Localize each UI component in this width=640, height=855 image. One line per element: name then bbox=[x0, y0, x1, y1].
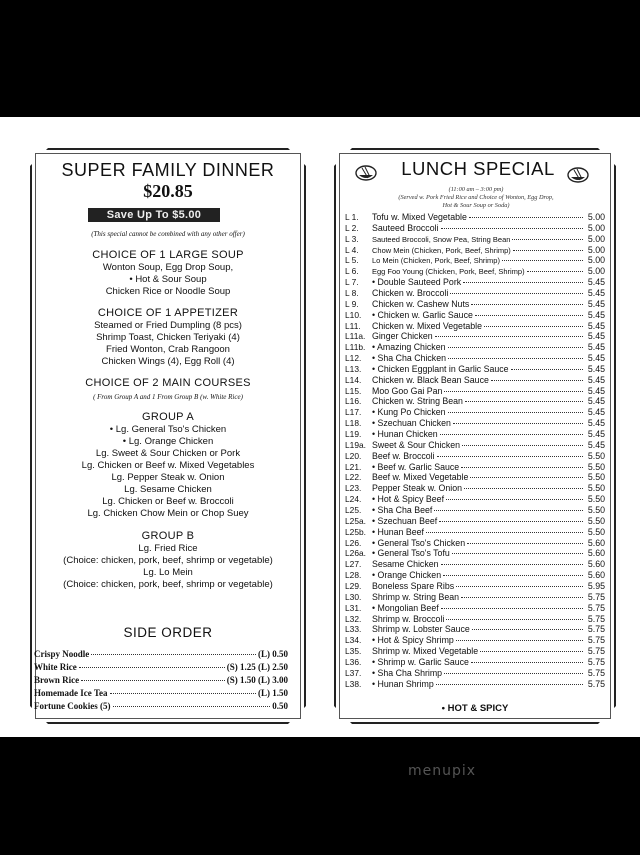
lunch-item-row bbox=[345, 592, 605, 602]
lunch-item-row bbox=[345, 570, 605, 580]
lunch-item-name: Sesame Chicken bbox=[372, 559, 439, 570]
lunch-item-name: • Chicken Eggplant in Garlic Sauce bbox=[372, 363, 509, 374]
leader-dots bbox=[527, 271, 583, 272]
lunch-item-name: Sauteed Broccoli bbox=[372, 222, 439, 233]
appetizer-line: Steamed or Fried Dumpling (8 pcs) bbox=[94, 320, 242, 331]
lunch-item-price: 5.75 bbox=[587, 624, 605, 635]
lunch-item-name: • Shrimp w. Garlic Sauce bbox=[372, 656, 469, 667]
side-order-item bbox=[34, 688, 288, 698]
lunch-item-price: 5.60 bbox=[587, 548, 605, 559]
lunch-item-price: 5.95 bbox=[587, 580, 605, 591]
lunch-item-price: 5.75 bbox=[587, 646, 605, 656]
lunch-item-code: L14. bbox=[345, 374, 362, 385]
leader-dots bbox=[435, 336, 583, 337]
appetizer-line: Fried Wonton, Crab Rangoon bbox=[106, 344, 230, 355]
leader-dots bbox=[436, 684, 583, 685]
lunch-hours-note: (11:00 am – 3:00 pm) bbox=[448, 186, 504, 193]
lunch-item-row bbox=[345, 234, 605, 244]
lunch-item-price: 5.45 bbox=[587, 320, 605, 331]
side-item-price: (L) 0.50 bbox=[258, 649, 288, 659]
leader-dots bbox=[471, 304, 583, 305]
lunch-item-name: Chicken w. Mixed Vegetable bbox=[372, 320, 483, 331]
lunch-item-name: • Mongolian Beef bbox=[372, 602, 439, 613]
lunch-item-name: • Hunan Chicken bbox=[372, 429, 438, 439]
lunch-item-code: L36. bbox=[345, 656, 362, 667]
soup-heading: CHOICE OF 1 LARGE SOUP bbox=[92, 249, 244, 261]
lunch-item-name: • Hot & Spicy Shrimp bbox=[372, 635, 454, 646]
group-a-line: Lg. Chicken or Beef w. Broccoli bbox=[102, 496, 234, 507]
lunch-item-name: Chicken w. Black Bean Sauce bbox=[372, 374, 489, 385]
group-a-heading: GROUP A bbox=[141, 411, 195, 423]
lunch-item-code: L 4. bbox=[345, 244, 359, 255]
lunch-item-code: L 1. bbox=[345, 212, 359, 222]
lunch-item-name: Shrimp w. String Bean bbox=[372, 591, 460, 602]
lunch-item-price: 5.50 bbox=[587, 504, 605, 515]
lunch-item-row bbox=[345, 288, 605, 298]
lunch-item-price: 5.45 bbox=[587, 429, 605, 439]
lunch-item-price: 5.60 bbox=[587, 570, 605, 580]
lunch-item-name: Chicken w. Cashew Nuts bbox=[372, 298, 470, 309]
lunch-item-row bbox=[345, 624, 605, 634]
lunch-item-row bbox=[345, 527, 605, 537]
main-course-note: ( From Group A and 1 From Group B (w. White Rice) bbox=[93, 393, 243, 401]
leader-dots bbox=[480, 651, 583, 652]
lunch-item-code: L32. bbox=[345, 613, 362, 624]
lunch-item-price: 5.60 bbox=[587, 537, 605, 548]
leader-dots bbox=[463, 282, 583, 283]
lunch-item-row bbox=[345, 396, 605, 406]
lunch-item-row bbox=[345, 462, 605, 472]
group-a-line: Lg. Chicken Chow Mein or Chop Suey bbox=[87, 508, 249, 519]
lunch-item-price: 5.45 bbox=[587, 418, 605, 429]
lunch-item-row bbox=[345, 657, 605, 667]
soup-line: Chicken Rice or Noodle Soup bbox=[105, 286, 231, 297]
lunch-item-name: • Double Sauteed Pork bbox=[372, 277, 462, 288]
lunch-item-row bbox=[345, 299, 605, 309]
lunch-item-price: 5.75 bbox=[587, 656, 605, 667]
leader-dots bbox=[467, 543, 583, 544]
soup-line: Wonton Soup, Egg Drop Soup, bbox=[102, 262, 234, 273]
lunch-item-name: Chow Mein (Chicken, Pork, Beef, Shrimp) bbox=[372, 245, 511, 255]
appetizer-line: Chicken Wings (4), Egg Roll (4) bbox=[101, 356, 235, 367]
leader-dots bbox=[472, 629, 583, 630]
lunch-item-row bbox=[345, 364, 605, 374]
lunch-item-code: L25b. bbox=[345, 526, 366, 537]
lunch-soup-note: Hot & Sour Soup or Soda) bbox=[442, 202, 510, 209]
lunch-item-name: Egg Foo Young (Chicken, Pork, Beef, Shrimp) bbox=[372, 267, 525, 277]
lunch-item-name: Beef w. Broccoli bbox=[372, 450, 435, 461]
lunch-item-price: 5.45 bbox=[587, 407, 605, 418]
group-b-line: Lg. Lo Mein bbox=[143, 567, 193, 578]
lunch-item-row bbox=[345, 331, 605, 341]
lunch-item-name: • Sha Cha Shrimp bbox=[372, 667, 443, 678]
lunch-item-code: L11a. bbox=[345, 331, 366, 342]
leader-dots bbox=[456, 640, 583, 641]
lunch-item-code: L16. bbox=[345, 396, 362, 407]
leader-dots bbox=[81, 680, 225, 681]
lunch-item-row bbox=[345, 353, 605, 363]
group-a-line: Lg. Sesame Chicken bbox=[124, 484, 212, 495]
lunch-item-price: 5.00 bbox=[587, 255, 605, 266]
group-a-line: Lg. Chicken or Beef w. Mixed Vegetables bbox=[81, 460, 255, 471]
group-a-line: • Lg. Orange Chicken bbox=[122, 436, 214, 447]
leader-dots bbox=[453, 423, 583, 424]
lunch-item-name: Shrimp w. Broccoli bbox=[372, 613, 445, 624]
lunch-item-row bbox=[345, 548, 605, 558]
lunch-item-row bbox=[345, 559, 605, 569]
lunch-item-name: • Kung Po Chicken bbox=[372, 407, 446, 418]
side-item-name: Crispy Noodle bbox=[34, 649, 90, 659]
side-order-item bbox=[34, 662, 288, 672]
lunch-item-code: L29. bbox=[345, 580, 362, 591]
leader-dots bbox=[440, 434, 583, 435]
side-item-price: (L) 1.50 bbox=[258, 688, 288, 698]
lunch-item-name: Ginger Chicken bbox=[372, 331, 433, 342]
lunch-item-price: 5.45 bbox=[587, 385, 605, 396]
lunch-special-title: LUNCH SPECIAL bbox=[401, 158, 555, 179]
leader-dots bbox=[452, 553, 583, 554]
leader-dots bbox=[511, 369, 583, 370]
appetizer-heading: CHOICE OF 1 APPETIZER bbox=[97, 307, 239, 319]
lunch-item-row bbox=[345, 321, 605, 331]
lunch-item-code: L15. bbox=[345, 385, 362, 396]
hot-spicy-legend: • HOT & SPICY bbox=[441, 703, 509, 714]
lunch-item-name: • Sha Cha Chicken bbox=[372, 353, 446, 363]
leader-dots bbox=[513, 250, 583, 251]
lunch-item-name: • General Tso's Tofu bbox=[372, 548, 450, 559]
lunch-item-row bbox=[345, 679, 605, 689]
lunch-item-row bbox=[345, 646, 605, 656]
lunch-item-price: 5.50 bbox=[587, 494, 605, 505]
lunch-item-row bbox=[345, 472, 605, 482]
leader-dots bbox=[470, 477, 583, 478]
lunch-item-row bbox=[345, 516, 605, 526]
leader-dots bbox=[469, 217, 583, 218]
lunch-item-code: L12. bbox=[345, 353, 362, 363]
lunch-item-row bbox=[345, 635, 605, 645]
lunch-item-price: 5.00 bbox=[587, 233, 605, 244]
lunch-item-price: 5.45 bbox=[587, 353, 605, 363]
lunch-item-code: L28. bbox=[345, 570, 362, 580]
leader-dots bbox=[475, 315, 583, 316]
leader-dots bbox=[426, 532, 583, 533]
leader-dots bbox=[456, 586, 583, 587]
lunch-item-name: Chicken w. Broccoli bbox=[372, 287, 449, 298]
lunch-item-row bbox=[345, 668, 605, 678]
lunch-item-code: L19. bbox=[345, 429, 362, 439]
lunch-item-name: Sweet & Sour Chicken bbox=[372, 439, 461, 450]
lunch-item-price: 5.45 bbox=[587, 342, 605, 353]
lunch-item-price: 5.45 bbox=[587, 439, 605, 450]
leader-dots bbox=[471, 662, 583, 663]
lunch-item-code: L 9. bbox=[345, 298, 359, 309]
lunch-item-row bbox=[345, 223, 605, 233]
side-item-price: 0.50 bbox=[272, 701, 288, 711]
lunch-item-code: L26a. bbox=[345, 548, 366, 559]
lunch-item-code: L34. bbox=[345, 635, 362, 646]
lunch-item-price: 5.45 bbox=[587, 363, 605, 374]
lunch-item-row bbox=[345, 494, 605, 504]
bowl-icon bbox=[354, 164, 378, 184]
leader-dots bbox=[441, 608, 583, 609]
side-order-title: SIDE ORDER bbox=[123, 625, 213, 640]
savings-banner: Save Up To $5.00 bbox=[88, 208, 220, 222]
leader-dots bbox=[512, 239, 583, 240]
lunch-item-name: • Orange Chicken bbox=[372, 570, 442, 580]
lunch-item-price: 5.50 bbox=[587, 461, 605, 472]
lunch-item-row bbox=[345, 386, 605, 396]
lunch-item-price: 5.50 bbox=[587, 483, 605, 494]
lunch-item-row bbox=[345, 342, 605, 352]
leader-dots bbox=[446, 499, 583, 500]
lunch-item-name: Lo Mein (Chicken, Pork, Beef, Shrimp) bbox=[372, 256, 500, 266]
side-item-price: (S) 1.50 (L) 3.00 bbox=[226, 675, 288, 685]
lunch-item-row bbox=[345, 407, 605, 417]
lunch-item-price: 5.00 bbox=[587, 266, 605, 277]
lunch-item-code: L35. bbox=[345, 646, 362, 656]
lunch-item-code: L 8. bbox=[345, 287, 359, 298]
leader-dots bbox=[448, 347, 584, 348]
lunch-item-code: L13. bbox=[345, 363, 362, 374]
leader-dots bbox=[110, 693, 257, 694]
lunch-item-price: 5.00 bbox=[587, 222, 605, 233]
lunch-item-row bbox=[345, 310, 605, 320]
banner-note: (This special cannot be combined with any other offer) bbox=[91, 230, 245, 238]
lunch-item-name: Chicken w. String Bean bbox=[372, 396, 463, 407]
lunch-item-row bbox=[345, 581, 605, 591]
lunch-item-name: • Szechuan Beef bbox=[372, 515, 438, 526]
lunch-item-price: 5.50 bbox=[587, 450, 605, 461]
lunch-item-row bbox=[345, 451, 605, 461]
lunch-item-row bbox=[345, 212, 605, 222]
lunch-item-row bbox=[345, 505, 605, 515]
group-a-line: • Lg. General Tso's Chicken bbox=[109, 424, 227, 435]
leader-dots bbox=[448, 358, 583, 359]
lunch-item-name: • Beef w. Garlic Sauce bbox=[372, 461, 460, 472]
leader-dots bbox=[502, 260, 583, 261]
lunch-item-code: L11b. bbox=[345, 342, 366, 353]
leader-dots bbox=[484, 326, 583, 327]
lunch-item-name: • Szechuan Chicken bbox=[372, 418, 451, 429]
lunch-item-name: • Sha Cha Beef bbox=[372, 504, 433, 515]
side-item-name: Homemade Ice Tea bbox=[34, 688, 108, 698]
leader-dots bbox=[448, 412, 584, 413]
lunch-item-price: 5.45 bbox=[587, 309, 605, 320]
lunch-item-row bbox=[345, 266, 605, 276]
lunch-item-row bbox=[345, 277, 605, 287]
lunch-item-price: 5.50 bbox=[587, 515, 605, 526]
side-item-price: (S) 1.25 (L) 2.50 bbox=[226, 662, 288, 672]
lunch-item-row bbox=[345, 538, 605, 548]
group-b-line: Lg. Fried Rice bbox=[138, 543, 198, 554]
leader-dots bbox=[79, 667, 225, 668]
leader-dots bbox=[437, 456, 583, 457]
lunch-item-price: 5.45 bbox=[587, 298, 605, 309]
lunch-item-price: 5.00 bbox=[587, 244, 605, 255]
lunch-item-price: 5.75 bbox=[587, 602, 605, 613]
lunch-item-name: • Hunan Shrimp bbox=[372, 678, 434, 689]
leader-dots bbox=[465, 401, 583, 402]
lunch-item-code: L20. bbox=[345, 450, 362, 461]
appetizer-line: Shrimp Toast, Chicken Teriyaki (4) bbox=[96, 332, 240, 343]
leader-dots bbox=[444, 391, 583, 392]
lunch-item-name: Moo Goo Gai Pan bbox=[372, 385, 443, 396]
lunch-item-row bbox=[345, 603, 605, 613]
leader-dots bbox=[91, 654, 256, 655]
leader-dots bbox=[462, 445, 583, 446]
lunch-item-name: • Amazing Chicken bbox=[372, 342, 446, 353]
lunch-item-price: 5.75 bbox=[587, 667, 605, 678]
side-order-item bbox=[34, 649, 288, 659]
family-dinner-price: $20.85 bbox=[143, 181, 193, 201]
lunch-item-price: 5.75 bbox=[587, 635, 605, 646]
leader-dots bbox=[439, 521, 583, 522]
lunch-item-price: 5.50 bbox=[587, 526, 605, 537]
side-order-item bbox=[34, 701, 288, 711]
lunch-item-code: L21. bbox=[345, 461, 362, 472]
group-b-line: (Choice: chicken, pork, beef, shrimp or vegetable) bbox=[63, 579, 273, 590]
lunch-item-row bbox=[345, 375, 605, 385]
lunch-item-price: 5.45 bbox=[587, 374, 605, 385]
group-a-line: Lg. Sweet & Sour Chicken or Pork bbox=[95, 448, 241, 459]
lunch-item-code: L26. bbox=[345, 537, 362, 548]
lunch-item-price: 5.75 bbox=[587, 613, 605, 624]
lunch-item-row bbox=[345, 483, 605, 493]
lunch-item-price: 5.45 bbox=[587, 331, 605, 342]
leader-dots bbox=[444, 673, 583, 674]
lunch-item-code: L 3. bbox=[345, 233, 359, 244]
lunch-item-code: L 6. bbox=[345, 266, 359, 277]
group-b-line: (Choice: chicken, pork, beef, shrimp or vegetable) bbox=[63, 555, 273, 566]
leader-dots bbox=[450, 293, 583, 294]
leader-dots bbox=[434, 510, 583, 511]
lunch-item-name: Shrimp w. Mixed Vegetable bbox=[372, 646, 479, 656]
lunch-served-note: (Served w. Pork Fried Rice and Choice of Wonton, Egg Drop, bbox=[398, 194, 554, 201]
lunch-item-row bbox=[345, 429, 605, 439]
family-dinner-title: SUPER FAMILY DINNER bbox=[61, 160, 275, 180]
main-course-heading: CHOICE OF 2 MAIN COURSES bbox=[85, 377, 251, 389]
lunch-item-code: L 5. bbox=[345, 255, 359, 266]
lunch-item-price: 5.75 bbox=[587, 591, 605, 602]
lunch-item-code: L30. bbox=[345, 591, 362, 602]
leader-dots bbox=[113, 706, 271, 707]
lunch-item-name: • Chicken w. Garlic Sauce bbox=[372, 309, 473, 320]
lunch-item-name: Beef w. Mixed Vegetable bbox=[372, 472, 469, 483]
lunch-item-row bbox=[345, 255, 605, 265]
lunch-item-code: L25a. bbox=[345, 515, 366, 526]
lunch-item-code: L 2. bbox=[345, 222, 359, 233]
lunch-item-name: • General Tso's Chicken bbox=[372, 537, 466, 548]
leader-dots bbox=[446, 619, 583, 620]
lunch-item-name: Sauteed Broccoli, Snow Pea, String Bean bbox=[372, 234, 511, 244]
lunch-item-code: L31. bbox=[345, 602, 362, 613]
lunch-item-code: L22. bbox=[345, 472, 362, 483]
lunch-item-name: Pepper Steak w. Onion bbox=[372, 483, 462, 494]
lunch-item-row bbox=[345, 418, 605, 428]
lunch-item-price: 5.60 bbox=[587, 559, 605, 570]
leader-dots bbox=[441, 564, 584, 565]
lunch-item-price: 5.45 bbox=[587, 287, 605, 298]
lunch-item-code: L 7. bbox=[345, 277, 359, 288]
lunch-item-row bbox=[345, 614, 605, 624]
side-item-name: Fortune Cookies (5) bbox=[34, 701, 111, 711]
lunch-item-code: L33. bbox=[345, 624, 362, 635]
menupix-watermark: menupix bbox=[408, 763, 477, 779]
lunch-item-code: L37. bbox=[345, 667, 362, 678]
lunch-item-code: L25. bbox=[345, 504, 362, 515]
lunch-item-row bbox=[345, 245, 605, 255]
leader-dots bbox=[441, 228, 583, 229]
lunch-item-code: L18. bbox=[345, 418, 362, 429]
leader-dots bbox=[464, 488, 583, 489]
lunch-item-code: L19a. bbox=[345, 439, 366, 450]
side-item-name: Brown Rice bbox=[34, 675, 80, 685]
lunch-item-price: 5.45 bbox=[587, 396, 605, 407]
lunch-item-code: L38. bbox=[345, 678, 362, 689]
lunch-item-price: 5.75 bbox=[587, 678, 605, 689]
lunch-item-price: 5.00 bbox=[587, 212, 605, 222]
side-item-name: White Rice bbox=[34, 662, 77, 672]
lunch-item-name: • Hunan Beef bbox=[372, 526, 424, 537]
lunch-item-name: • Hot & Spicy Beef bbox=[372, 494, 445, 505]
lunch-item-code: L27. bbox=[345, 559, 362, 570]
lunch-item-price: 5.45 bbox=[587, 277, 605, 288]
lunch-item-code: L23. bbox=[345, 483, 362, 494]
leader-dots bbox=[461, 597, 583, 598]
group-a-line: Lg. Pepper Steak w. Onion bbox=[111, 472, 225, 483]
bowl-icon bbox=[566, 166, 590, 186]
lunch-item-name: Tofu w. Mixed Vegetable bbox=[372, 212, 467, 222]
side-order-item bbox=[34, 675, 288, 685]
lunch-item-code: L17. bbox=[345, 407, 362, 418]
leader-dots bbox=[461, 467, 583, 468]
lunch-item-code: L10. bbox=[345, 309, 362, 320]
lunch-item-name: Boneless Spare Ribs bbox=[372, 580, 455, 591]
lunch-item-row bbox=[345, 440, 605, 450]
leader-dots bbox=[491, 380, 583, 381]
leader-dots bbox=[443, 575, 583, 576]
lunch-item-code: L11. bbox=[345, 320, 361, 331]
lunch-item-name: Shrimp w. Lobster Sauce bbox=[372, 624, 470, 635]
lunch-item-price: 5.50 bbox=[587, 472, 605, 483]
soup-line: • Hot & Sour Soup bbox=[129, 274, 207, 285]
group-b-heading: GROUP B bbox=[141, 530, 195, 542]
lunch-item-code: L24. bbox=[345, 494, 362, 505]
